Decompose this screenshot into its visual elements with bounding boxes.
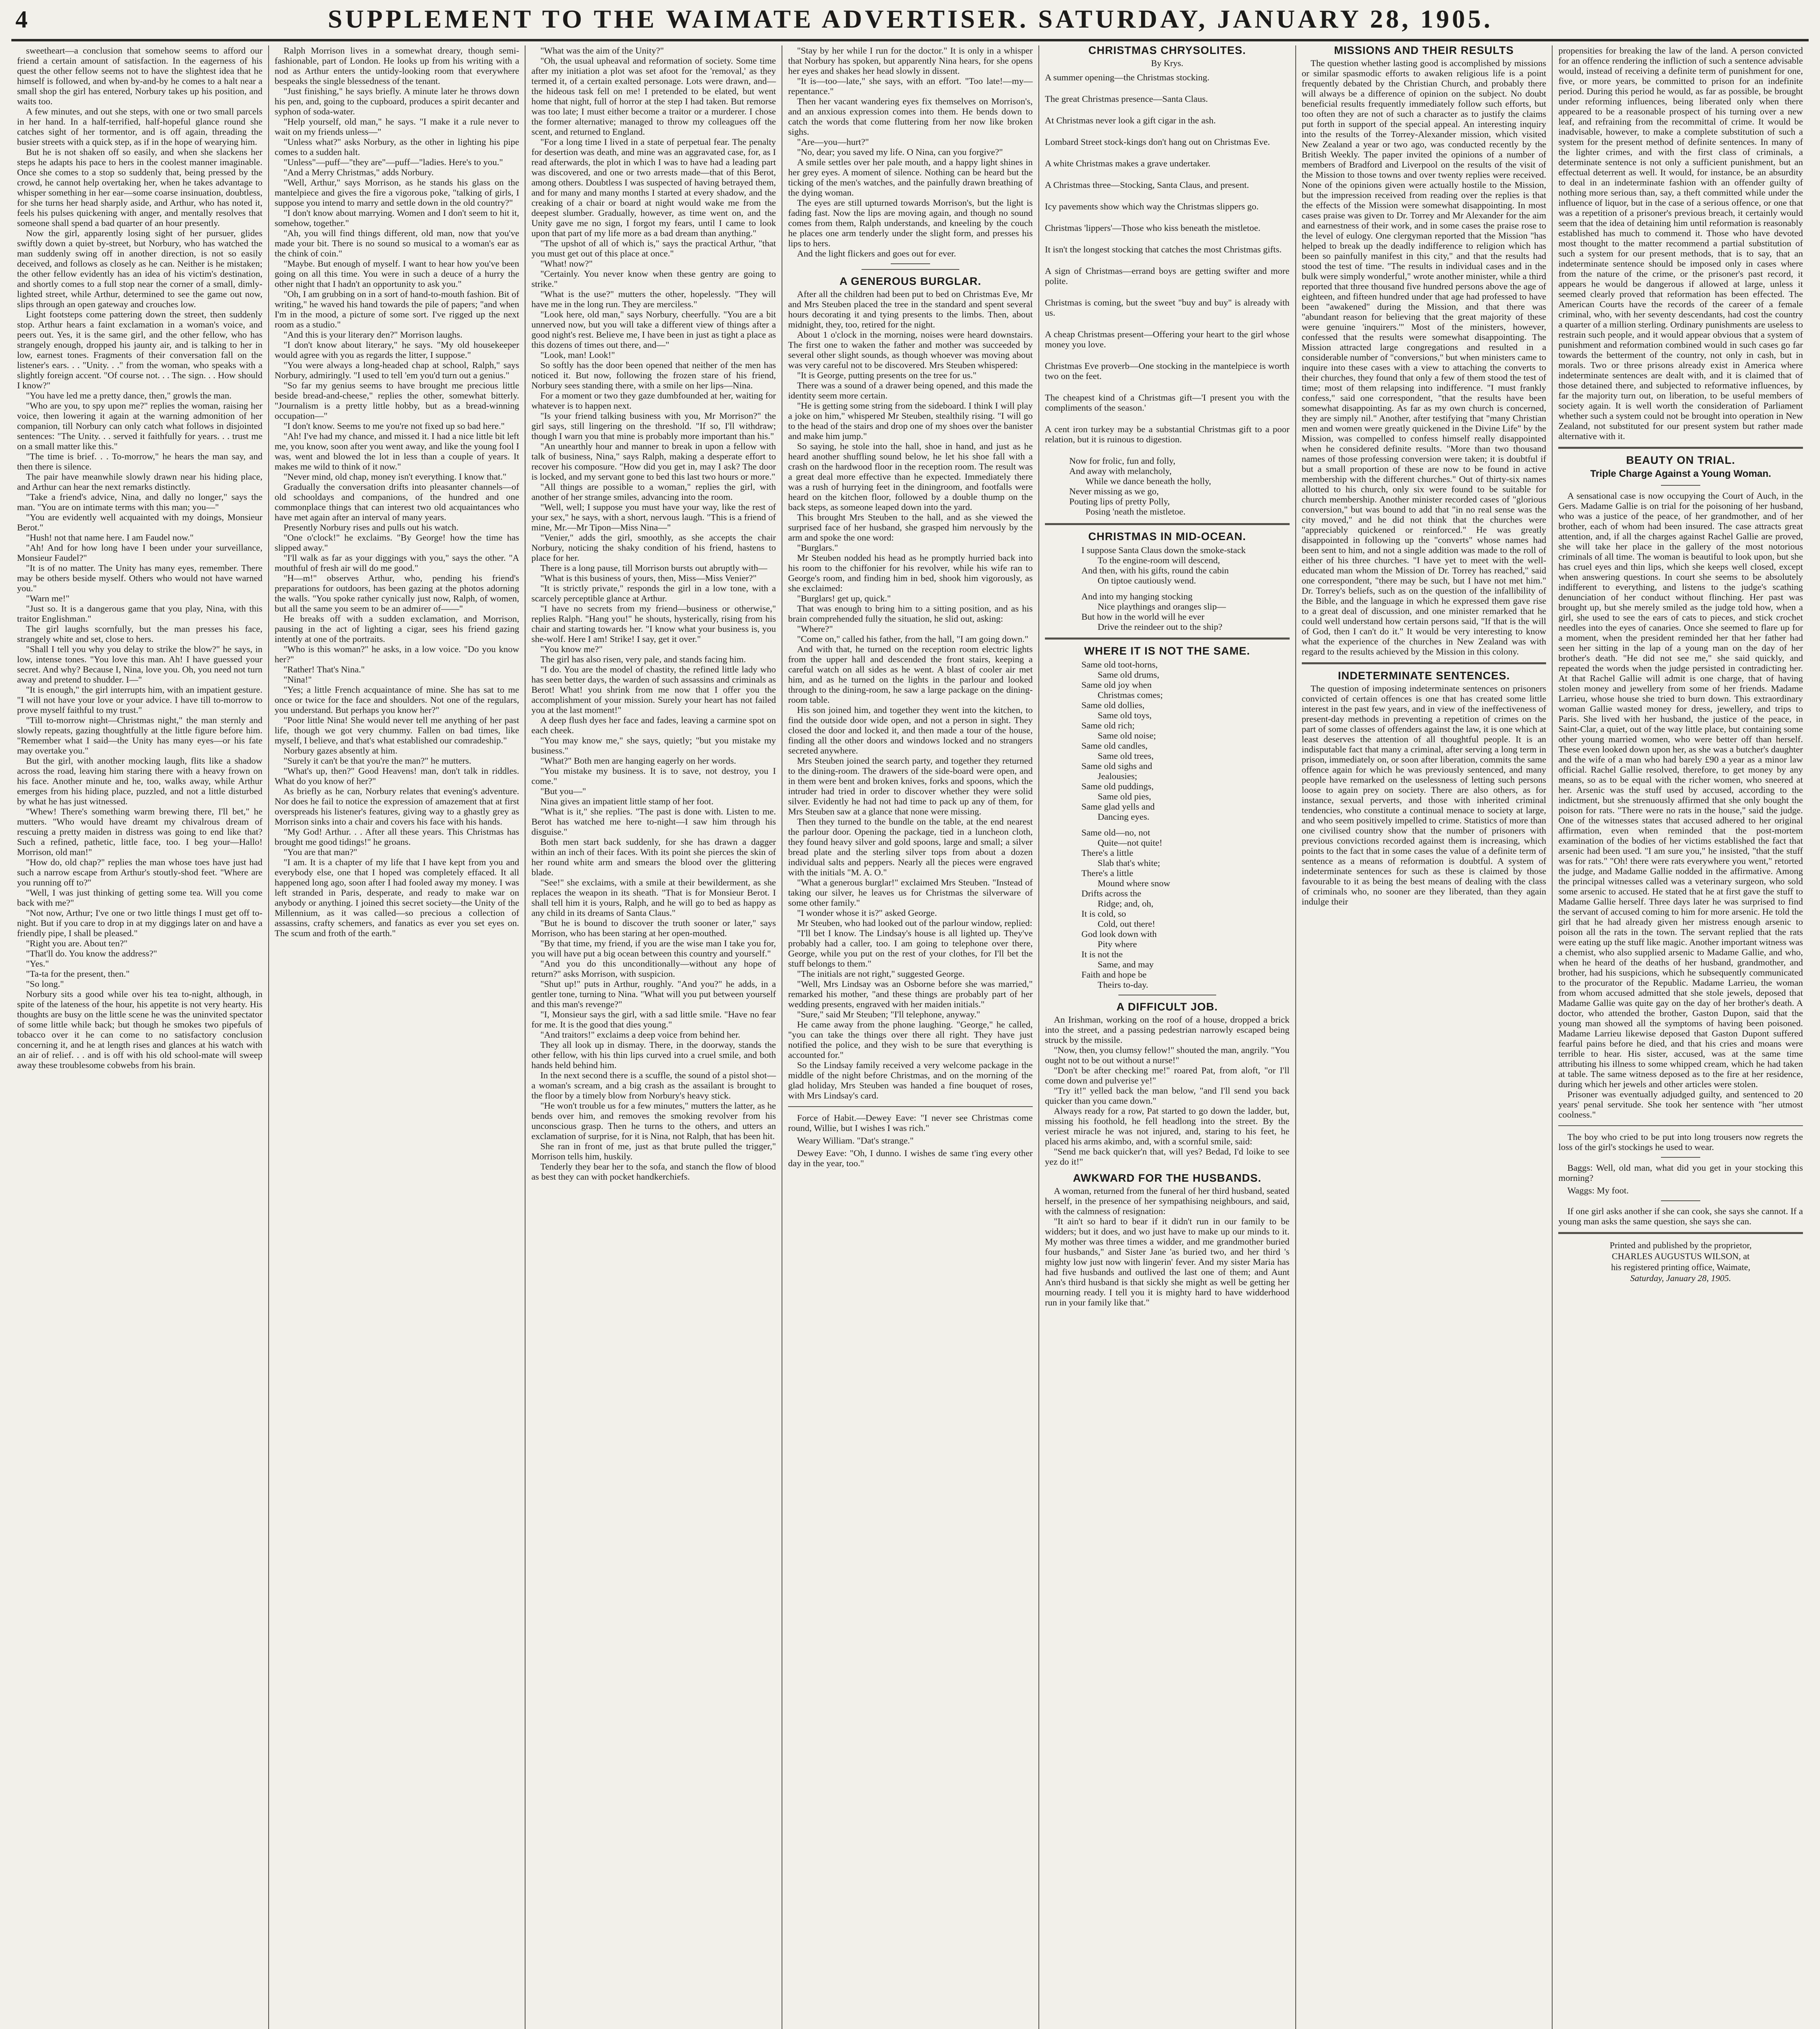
chrysolite-item: A white Christmas makes a grave undertaker. (1045, 158, 1210, 168)
chrysolites-list (1045, 72, 1290, 444)
difficult-job-body (1045, 1014, 1290, 1167)
story-paragraph: Tenderly they bear her to the sofa, and stanch the flow of blood as best they can with pocket handkerchiefs. (531, 1161, 776, 1182)
story-paragraph: Ralph Morrison lives in a somewhat dreary, though semi-fashionable, part of London. He looks up from his writing with a nod as Arthur enters the untidy-looking room that everywhere bespeaks the single blessedness of the tenant. (274, 45, 519, 86)
story-paragraph: "Yes; a little French acquaintance of mine. She has sat to me once or twice for the face and shoulders. Not one of the regulars, you understand. But perhaps you know her?" (274, 685, 519, 715)
story-paragraph: "Look, man! Look!" (540, 350, 615, 360)
poem-line: Same old toys, (1097, 710, 1152, 720)
poem-line: Theirs to-day. (1097, 980, 1148, 990)
baggs-waggs-joke (1558, 1163, 1803, 1195)
article-paragraph: The question whether lasting good is accomplished by missions or similar spasmodic efforts to awaken religious life is a point frequently debated by the Christian Church, and probably there will always be a difference of opinion on the subject. No doubt beneficial results frequently immediately follow such efforts, but too often they are not of such a character as to justify the claims put forth in support of the special appeal. An interesting inquiry into the results of the Torrey-Alexander mission, which visited New Zealand a year or two ago, was conducted recently by the British Weekly. The paper invited the opinions of a number of members of Bradford and Liverpool on the results of the visit of the Mission to those towns and over twenty replies were received. None of the opinions given were actually hostile to the Mission, but the impression received from reading over the replies is that the effects of the Mission were somewhat disappointing. In most cases praise was given to Dr. Torrey and Mr Alexander for the aim and earnestness of their work, and in some cases the praise rose to the level of eulogy. One clergyman reported that the Mission "has helped to break up the deadly indifference to religion which has been so painfully manifest in this city," and that the results had stood the test of time. "The results in individual cases and in the bulk were simply wonderful," wrote another minister, while a third reported that three thousand five hundred persons above the age of eighteen, and fifteen hundred under that age had professed to have been "awakened" during the Mission, and that there was "abundant reason for believing that the great majority of these were genuine 'inquirers.'" Most of the ministers, however, confessed that the results were somewhat disappointing. The Mission attracted large congregations and resulted in a considerable number of "conversions," but when ministers came to inquire into these cases with a view to attaching the converts to their churches, they found that only a few of them stood the test of time; most of them relapsing into indifference. "I must frankly confess," said one correspondent, "that the results have been somewhat disappointing. As far as my own church is concerned, they are simply nil." Another, after testifying that "many Christian men and women were greatly quickened in the Divine Life" by the Mission, was compelled to confess himself really disappointed when he considered definite results. "More than two thousand names of those professing conversion were taken; it is doubtful if but a small proportion of these are now to be found in active membership with the different churches." Out of thirty-six names allotted to his church, only six were found to be suitable for church membership. Another minister recorded cases of "glorious conversion," but was bound to add that "in no real sense was the city moved," and he did not think that the churches were "appreciably quickened or reinforced." He was greatly disappointed in following up the "converts" whose names had been sent to him, and not a single addition was made to the roll of either of his three churches. "I have yet to meet with the well-educated man whom the Mission of Dr. Torrey has reached," said one correspondent, "there may be such, but I have not met him." Dr. Torrey's beliefs, such as on the question of the infallibility of the Bible, and the language in which he expressed them gave rise to a great deal of discussion, and one minister remarked that he could well understand how certain persons said, "If that is the will of God, then I can't do it." It would be very interesting to know what the experience of the churches in New Zealand was with regard to the results achieved by the Mission in this colony. (1301, 58, 1546, 657)
story-paragraph: Norbury sits a good while over his tea to-night, although, in spite of the lateness of the hour, his appetite is not very hearty. His thoughts are busy on the little scene he was the uninvited spectator of some little while back; but though he smokes two pipefuls of tobacco over it he can come to no satisfactory conclusion concerning it, and he at length rises and glances at his watch with an air of relief. . . and is off with his old school-mate will sweep away these troublesome cobwebs from his brain. (17, 989, 263, 1070)
chrysolite-item: A summer opening—the Christmas stocking. (1045, 72, 1210, 82)
joke-line: Dewey Eave: "Oh, I dunno. I wishes de same t'ing every other day in the year, too." (788, 1148, 1033, 1168)
chrysolite-item: A sign of Christmas—errand boys are getting swifter and more polite. (1045, 266, 1290, 286)
poem-line: Same old trees, (1097, 751, 1154, 761)
column-3 (525, 45, 782, 2029)
story-paragraph: And the light flickers and goes out for ever. (797, 248, 956, 258)
story-paragraph: "You mistake my business. It is to save, not destroy, you I come." (531, 766, 776, 786)
story-paragraph: "Oh, I am grubbing on in a sort of hand-to-mouth fashion. Bit of writing," he waved his hand towards the pile of papers; "and when I'm in the mood, a picture of some sort. I've rigged up the next room as a studio." (274, 289, 519, 330)
chrysolite-item: A cheap Christmas present—Offering your heart to the girl whose money you love. (1045, 329, 1290, 349)
story-paragraph: "Who are you, to spy upon me?" replies the woman, raising her voice, then lowering it again at the warning admonition of her companion, till Norbury can only catch what follows in disjointed sentences: "The Unity. . . served it faithfully for years. . . trust me on a small matter like this." (17, 401, 263, 451)
article-paragraph: "It ain't so hard to bear if it didn't run in our family to be widders; but it does, and wo just have to make up our minds to it. My mother was three times a widder, and me grandmother buried four husbands," and Sister Jane 'as buried two, and her third 's mighty low just now with lingerin' fever. And my sister Maria has had five husbands and outlived the last one of them; and Aunt Ann's third husband is that sickly she might as well be getting her mourning ready. I tell you it is mighty hard to have widderhood run in your family like that." (1045, 1216, 1290, 1307)
poem-line: And into my hanging stocking (1081, 591, 1193, 601)
verse-line: Now for frolic, fun and folly, (1069, 456, 1176, 466)
poem-line: There's a little (1081, 848, 1133, 858)
story-paragraph: "Ah! I've had my chance, and missed it. I had a nice little bit left me, you know, soon after you went away, and like the young fool I was, went and blowed the lot in less than a couple of years. It makes me wild to think of it now." (274, 431, 519, 472)
story-paragraph: "Rather! That's Nina." (283, 664, 365, 674)
story-paragraph: "I don't know about literary," he says. "My old housekeeper would agree with you as regards the litter, I suppose." (274, 340, 519, 360)
story-paragraph: A smile settles over her pale mouth, and a happy light shines in her grey eyes. A moment of silence. Nothing can be heard but the ticking of the men's watches, and the painfully drawn breathing of the dying woman. (788, 157, 1033, 198)
divider (1558, 447, 1803, 449)
force-of-habit-joke (788, 1113, 1033, 1168)
story-paragraph: "Just finishing," he says briefly. A minute later he throws down his pen, and, going to the cupboard, produces a spirit decanter and syphon of soda-water. (274, 86, 519, 116)
mid-ocean-poem (1045, 545, 1290, 632)
story-paragraph: "Oh, the usual upheaval and reformation of society. Some time after my initiation a plot was set afoot for the 'removal,' as they termed it, of a certain exalted personage. Lots were drawn, and—the hideous task fell on me! I pretended to be elated, but went home that night, full of horror at the step I had taken. But remorse was too late; I must either become a traitor or a murderer. I chose the former alternative; managed to throw my colleagues off the scent, and returned to England. (531, 56, 776, 137)
story-paragraph: "It is of no matter. The Unity has many eyes, remember. There may be others beside myself. Others who would not have warned you." (17, 563, 263, 593)
divider (1045, 638, 1290, 640)
story-paragraph: Light footsteps come pattering down the street, then suddenly stop. Arthur hears a faint exclamation in a woman's voice, and peers out. Yes, it is the same girl, and the other fellow, who has strangely enough, dropped his jaunty air, and is talking to her in low, earnest tones. Fragments of their conversation fall on the listener's ears. . . "Unity. . ." from the woman, who speaks with a slightly foreign accent. "Of course not. . . The sign. . . How should I know?" (17, 309, 263, 390)
chrysolite-item: A cent iron turkey may be a substantial Christmas gift to a poor relation, but it is ruinous to digestion. (1045, 424, 1290, 444)
story-paragraph: "Just so. It is a dangerous game that you play, Nina, with this traitor Englishman." (17, 603, 263, 624)
one-girl-note (1558, 1206, 1803, 1226)
divider (1558, 1232, 1803, 1234)
poem-line: There's a little (1081, 868, 1133, 878)
article-paragraph: Mr Steuben nodded his head as he promptly hurried back into his room to the chiffonier for his revolver, while his wife ran to George's room, and finding him in bed, shook him vigorously, as she exclaimed: (788, 553, 1033, 593)
story-paragraph: "It is enough," the girl interrupts him, with an impatient gesture. "I will not have your love or your advice. I have till to-morrow to prove myself faithful to my trust." (17, 685, 263, 715)
story-paragraph: "I don't know about marrying. Women and I don't seem to hit it, somehow, together." (274, 208, 519, 228)
poem-line: Dancing eyes. (1097, 812, 1150, 822)
column-layout (11, 45, 1809, 2029)
story-paragraph: Both men start back suddenly, for she has drawn a dagger within an inch of their faces. With its point she pierces the skin of her round white arm and smears the blood over the glittering blade. (531, 837, 776, 877)
story-paragraph: "Yes." (26, 958, 49, 969)
story-paragraph: "I do. You are the model of chastity, the refined little lady who has seen better days, the warden of such assassins and criminals as Berot! What! you shrink from me now that I offer you the accomplishment of your mission. Surely your heart has not failed you at the last moment!" (531, 664, 776, 715)
story-paragraph: "That'll do. You know the address?" (26, 948, 157, 958)
story-paragraph: "Warn me!" (26, 593, 70, 603)
story-paragraph: "You are that man?" (283, 847, 358, 857)
poem-line: Cold, out there! (1097, 919, 1155, 929)
poem-line: Quite—not quite! (1097, 838, 1163, 848)
story-paragraph: "Right you are. About ten?" (26, 938, 128, 948)
poem-line: Same old—no, not (1081, 827, 1150, 838)
story-paragraph: Then her vacant wandering eyes fix themselves on Morrison's, and an anxious expression comes into them. He bends down to catch the words that come fluttering from her now like broken sighs. (788, 96, 1033, 137)
mistletoe-verse (1045, 456, 1290, 517)
story-paragraph: The eyes are still upturned towards Morrison's, but the light is fading fast. Now the lips are moving again, and though no sound comes from them, Ralph understands, and kneeling by the couch he places one arm tenderly under the slight form, and presses his lips to hers. (788, 198, 1033, 248)
story-paragraph: "What?" Both men are hanging eagerly on her words. (540, 756, 737, 766)
story-paragraph: "Surely it can't be that you're the man?" he mutters. (283, 756, 472, 766)
story-paragraph: "Venier," adds the girl, smoothly, as she accepts the chair Norbury, noticing the shaky condition of his friend, hastens to place for her. (531, 532, 776, 563)
poem-line: Drifts across the (1081, 888, 1142, 898)
column-1 (11, 45, 268, 2029)
divider (1302, 662, 1546, 664)
chrysolite-item: A Christmas three—Stocking, Santa Claus, and present. (1045, 180, 1249, 190)
article-paragraph: Mrs Steuben joined the search party, and together they returned to the dining-room. The drawers of the side-board were open, and in them were bent and broken knives, forks and spoons, which the intruder had tried in order to discover whether they were solid silver. Evidently he had not had time to pack up any of them, for Mrs Steuben saw at a glance that none were missing. (788, 756, 1033, 816)
story-paragraph: In the next second there is a scuffle, the sound of a pistol shot—a woman's scream, and a big crash as the assailant is brought to the floor by a timely blow from Norbury's heavy stick. (531, 1070, 776, 1101)
article-paragraph: About 1 o'clock in the morning, noises were heard downstairs. The first one to waken the father and mother was succeeded by several other slight sounds, as though whoever was moving about was very careful not to be discovered. Mrs Steuben whispered: (788, 330, 1033, 370)
story-paragraph: "The time is brief. . . To-morrow," he hears the man say, and then there is silence. (17, 451, 263, 472)
story-paragraph: Now the girl, apparently losing sight of her pursuer, glides swiftly down a quiet by-street, but Norbury, who has watched the man suddenly swing off in another direction, is not so easily deceived, and follows as closely as he can. Neither is he mistaken; the other fellow evidently has an idea of his victim's destination, and shortly comes to a full stop near the corner of a small, dimly-lighted street, while Arthur, determined to see the game out now, slips through an open gateway and crouches low. (17, 228, 263, 309)
story-paragraph: He breaks off with a sudden exclamation, and Morrison, pausing in the act of lighting a cigar, sees his friend gazing intently at one of the portraits. (274, 614, 519, 644)
mid-ocean-heading: CHRISTMAS IN MID-OCEAN. (1088, 530, 1246, 543)
story-paragraph: "An unearthly hour and manner to break in upon a fellow with talk of business, Nina," says Ralph, making a desperate effort to recover his composure. "How did you get in, may I ask? The door is locked, and my servant gone to bed this last two hours or more." (531, 441, 776, 482)
article-paragraph: "It is George, putting presents on the tree for us." (797, 370, 977, 380)
generous-burglar-body (788, 289, 1033, 1101)
chrysolite-item: Christmas is coming, but the sweet "buy and buy" is already with us. (1045, 297, 1290, 318)
poem-line: Ridge; and, oh, (1097, 898, 1154, 909)
story-paragraph: "He won't trouble us for a few minutes," mutters the latter, as he bends over him, and removes the smoking revolver from his unconscious grasp. Then he turns to the others, and utters an exclamation of surprise, for it is Nina, not Ralph, that has been hit. (531, 1101, 776, 1141)
poem-line: I suppose Santa Claus down the smoke-stack (1081, 545, 1246, 555)
article-paragraph: So saying, he stole into the hall, shoe in hand, and just as he heard another shuffling sound below, he let his shoe fall with a crash on the hardwood floor in the reception room. The result was a great deal more effective than he expected. Immediately there was a rush of hurrying feet in the diningroom, and footfalls were heard on the kitchen floor, followed by a double thump on the back steps, as someone leaped down into the yard. (788, 441, 1033, 512)
story-paragraph: She ran in front of me, just as that brute pulled the trigger," Morrison tells him, huskily. (531, 1141, 776, 1161)
poem-line: But how in the world will he ever (1081, 612, 1204, 622)
article-paragraph: "What a generous burglar!" exclaimed Mrs Steuben. "Instead of taking our silver, he leaves us for Christmas the silverware of some other family." (788, 877, 1033, 908)
chrysolite-item: At Christmas never look a gift cigar in the ash. (1045, 115, 1216, 125)
story-paragraph: "Well, Arthur," says Morrison, as he stands his glass on the mantelpiece and gives the fire a vigorous poke, "talking of girls, I suppose you intend to marry and settle down in the old country?" (274, 177, 519, 208)
article-paragraph: "Send me back quicker'n that, will yes? Bedad, I'd loike to see yez do it!" (1045, 1146, 1290, 1167)
story-paragraph: "What's up, then?" Good Heavens! man, don't talk in riddles. What do you know of her?" (274, 766, 519, 786)
story-paragraph: "You may know me," she says, quietly; "but you mistake my business." (531, 735, 776, 756)
story-paragraph: "Unless"—puff—"they are"—puff—"ladies. Here's to you." (283, 157, 503, 167)
article-paragraph: Prisoner was eventually adjudged guilty, and sentenced to 20 years' penal servitude. She took her sentence with "her utmost coolness." (1558, 1089, 1803, 1120)
story-paragraph: "The upshot of all of which is," says the practical Arthur, "that you must get out of this place at once." (531, 238, 776, 258)
poem-line: Mound where snow (1097, 878, 1170, 888)
story-paragraph: "But he is bound to discover the truth sooner or later," says Morrison, who has been staring at her open-mouthed. (531, 918, 776, 938)
indeterminate-body (1302, 683, 1546, 907)
story-paragraph: "What is the use?" mutters the other, hopelessly. "They will have me in the long run. They are merciless." (531, 289, 776, 309)
story-paragraph: "See!" she exclaims, with a smile at their bewilderment, as she replaces the weapon in its sheath. "That is for Monsieur Berot. I shall tell him it is yours, Ralph, and he will go to bed as happy as any child in its dreams of Santa Claus." (531, 877, 776, 918)
story-paragraph: "And you do this unconditionally—without any hope of return?" asks Morrison, with suspicion. (531, 958, 776, 979)
story-paragraph: For a moment or two they gaze dumbfounded at her, waiting for whatever is to happen next. (531, 390, 776, 411)
poem-line: Same old toot-horns, (1081, 659, 1158, 670)
story-paragraph: "One o'clock!" he exclaims. "By George! how the time has slipped away." (274, 532, 519, 553)
poem-line: Drive the reindeer out to the ship? (1097, 622, 1223, 632)
article-paragraph: "Burglars." (797, 543, 838, 553)
poem-line: To the engine-room will descend, (1097, 555, 1220, 565)
story-paragraph: "For a long time I lived in a state of perpetual fear. The penalty for desertion was death, and mine was an aggravated case, for, as I read afterwards, the plot in which I was to have had a leading part was discovered, and one or two arrests made—that of this Berot, among others. Doubtless I was suspected of having betrayed them, and for many and many months I started at every shadow, and the creaking of a chair or board at night would wake me from the deepest slumber. Gradually, however, as time went on, and the Unity gave me no sign, I forgot my fears, until I came to look upon that part of my life more as a bad dream than anything." (531, 137, 776, 238)
poem-line: Jealousies; (1097, 771, 1137, 781)
story-paragraph: "You are evidently well acquainted with my doings, Monsieur Berot." (17, 512, 263, 532)
story-paragraph: The girl has also risen, very pale, and stands facing him. (540, 654, 746, 664)
article-paragraph: "Now, then, you clumsy fellow!" shouted the man, angrily. "You ought not to be out without a nurse!" (1045, 1045, 1290, 1065)
divider (862, 269, 959, 270)
story-paragraph: "Well, I was just thinking of getting some tea. Will you come back with me?" (17, 887, 263, 908)
story-paragraph: The pair have meanwhile slowly drawn near his hiding place, and Arthur can hear the next remarks distinctly. (17, 472, 263, 492)
article-paragraph: A sensational case is now occupying the Court of Auch, in the Gers. Madame Gallie is on trial for the poisoning of her husband, who was a justice of the peace, of her grandmother, and of her brother, each of whom had been insured. The case attracts great attention, and, if all the charges against Rachel Gallie are proved, she will take her place in the gallery of the most notorious criminals of all time. The woman is beautiful to look upon, but she has cruel eyes and thin lips, which she keeps well closed, except when answering questions. In court she seems to be absolutely indifferent to everything, and listens to the judge's scathing denunciation of her conduct without flinching. Her past was brought up, but she merely smiled as the judge told how, when a girl, she used to see the ears of cats to pieces, and stick crochet needles into the eyes of canaries. Once she seemed to flare up for a moment, when the president reminded her that her father had seen her sitting in the lap of a young man on the day of her brother's death. "He did not see me," she said quickly, and repeated the words when the judge persisted in contradicting her. At that Rachel Gallie will admit is one charge, that of having stolen money and jewellery from some of her friends. Madame Larrieu, whose house she tried to burn down. This extraordinary woman Gallie wasted money for dress, jewellery, and trips to Paris. She lived with her husband, the justice of the peace, in Saint-Clar, a quiet, out of the way little place, but containing some other young married women, who were better off than herself. These even looked down upon her, as she was a butcher's daughter and the wife of a man who had barely £90 a year as a minor law official. Rachel Gallie resolved, therefore, to get money by any means, so as to be equal with the richer women, who sneered at her. Arsenic was the stuff used by accused, according to the indictment, but she strenuously affirmed that she only bought the poison for rats. "There were no rats in the house," said the judge. One of the witnesses states that accused adhered to her original affirmation, even when reminded that the post-mortem examination of the bodies of her victims established the fact that arsenic had been used. "I am sure you," he insisted, "that the stuff was for rats." "Oh! there were rats everywhere you went," retorted the judge, and Madame Gallie nodded in the affirmative. Among the principal witnesses called was a veterinary surgeon, who sold some arsenic to accused. He stated that he at first gave the stuff to Madame Gallie herself. Three days later he was surprised to find the servant of accused coming to him for more arsenic. He told the girl that he had already given her mistress enough arsenic to poison all the rats in the town. The servant replied that the rats were eating up the stuff like magic. Another important witness was a chemist, who also supplied arsenic to Madame Gallie, and who, when he heard of the deaths of her husband, grandmother, and brother, had his suspicions, which he subsequently communicated to the procurator of the Republic. Madame Larrieu, the woman from whom accused admitted that she stole jewels, deposed that Madame Gallie was quite gay on the day of her brother's death. A doctor, who attended the brother, Gaston Dupon, said that the young man showed all the symptoms of having been poisoned. Madame Larrieu likewise deposed that Gaston Dupont suffered fearful pains before he died, and that his cries and moans were terrible to hear. His sister, accused, was at the same time attributing his illness to some whipped cream, which he had taken at table. The same witness deposed as to the fire at her residence, during which her jewels and other articles were stolen. (1558, 491, 1803, 1089)
story-paragraph: "What was the aim of the Unity?" (540, 45, 664, 56)
story-paragraph: "My God! Arthur. . . After all these years. This Christmas has brought me good tidings!" he groans. (274, 827, 519, 847)
article-paragraph: And with that, he turned on the reception room electric lights from the upper hall and descended the front stairs, keeping a careful watch on all sides as he went. A blast of cooler air met him, and as he turned on the lights in the parlour and looked through to the dining-room, he saw a large package on the dining-room table. (788, 644, 1033, 705)
poem-line: Same old puddings, (1081, 781, 1154, 791)
chrysolite-item: Christmas Eve proverb—One stocking in the mantelpiece is worth two on the feet. (1045, 361, 1290, 381)
poem-line: Slab that's white; (1097, 858, 1160, 868)
joke-line: Weary William. "Dat's strange." (797, 1135, 914, 1146)
not-the-same-poem (1045, 659, 1290, 990)
story-paragraph: "Look here, old man," says Norbury, cheerfully. "You are a bit unnerved now, but you will take a different view of things after a good night's rest. Believe me, I have been in just as tight a place as this dozens of times out there, and—" (531, 309, 776, 350)
poem-line: It is not the (1081, 949, 1123, 959)
column-7 (1552, 45, 1809, 2029)
story-paragraph: "I don't know. Seems to me you're not fixed up so bad here." (283, 421, 505, 431)
poem-line: Same old dollies, (1081, 700, 1145, 710)
story-paragraph: "And a Merry Christmas," adds Norbury. (283, 167, 434, 177)
article-paragraph: After all the children had been put to bed on Christmas Eve, Mr and Mrs Steuben placed the tree in the standard and spent several hours decorating it and tying presents to the limbs. Then, about midnight, they, too, retired for the night. (788, 289, 1033, 330)
story-paragraph: "What! now?" (540, 258, 593, 269)
generous-burglar-heading: A GENEROUS BURGLAR. (839, 275, 982, 287)
chrysolite-item: The great Christmas presence—Santa Claus. (1045, 94, 1208, 104)
beauty-on-trial-subheading: Triple Charge Against a Young Woman. (1590, 468, 1771, 479)
story-paragraph: Gradually the conversation drifts into pleasanter channels—of old schooldays and companions, of the hundred and one commonplace things that can interest two old acquaintances who have met again after an interval of many years. (274, 482, 519, 522)
beauty-on-trial-body (1558, 491, 1803, 1120)
divider (1661, 1200, 1700, 1201)
verse-line: And away with melancholy, (1069, 466, 1172, 476)
article-paragraph: Always ready for a row, Pat started to go down the ladder, but, missing his foothold, he fell headlong into the street. By the veriest miracle he was not injured, and, staring to his feet, he placed his arms akimbo, and, with a scornful smile, said: (1045, 1106, 1290, 1146)
joke-line: Force of Habit.—Dewey Eave: "I never see Christmas come round, Willie, but I wishes I was rich." (788, 1113, 1033, 1133)
article-paragraph: "I wonder whose it is?" asked George. (797, 908, 937, 918)
awkward-husbands-heading: AWKWARD FOR THE HUSBANDS. (1073, 1172, 1262, 1184)
story-paragraph: "Certainly. You never know when these gentry are going to strike." (531, 269, 776, 289)
article-paragraph: There was a sound of a drawer being opened, and this made the identity seem more certain. (788, 380, 1033, 401)
article-paragraph: "Try it!" yelled back the man below, "and I'll send you back quicker than you came down." (1045, 1086, 1290, 1106)
story-paragraph: "Maybe. But enough of myself. I want to hear how you've been going on all this time. You were in such a deuce of a hurry the other night that I hadn't an opportunity to ask you." (274, 258, 519, 289)
poem-line: Faith and hope be (1081, 969, 1147, 980)
story-paragraph: "How do, old chap?" replies the man whose toes have just had such a narrow escape from Arthur's stoutly-shod feet. "Where are you running off to?" (17, 857, 263, 887)
article-paragraph-continued: propensities for breaking the law of the land. A person convicted for an offence rendering the infliction of such a sentence advisable would, instead of receiving a definite term of punishment for one, five, or more years, be committed to prison for an indefinite period. During this period he would, as far as possible, be brought under reforming influences, being liberated only when there appeared to be a reasonable prospect of his turning over a new leaf, and refraining from the recommittal of crime. It would be inadvisable, however, to make a complete substitution of such a system for the present method of definite sentences. In many of the lighter crimes, and with the first class of criminals, a determinate sentence is not only a sufficient punishment, but an effectual deterrent as well. It would, for instance, be an absurdity to deal in an indeterminate fashion with an offender guilty of nothing more serious than, say, a theft committed while under the influence of liquor, but in the case of a serious offence, or one that was a repetition of a prisoner's previous breach, it certainly would seem that the idea of detaining him until reformation is reasonably established has much to commend it. Those who have devoted most thought to the matter recommend a partial substitution of such a system for our present methods, that is to say, that an indeterminate sentence should be imposed only in cases where from the nature of the crime, or the prisoner's past record, it appears he would be dangerous if allowed at large, unless it seemed clearly proved that reformation has been effected. The American Courts have the records of the career of a female criminal, who, with her seventy descendants, had cost the country a quarter of a million sterling. Ordinary punishments are useless to restrain such people, and it would appear obvious that a system of punishment and reformation combined would in such cases go far towards the betterment of the country, not only in cash, but in morals. Two or three prisons already exist in America where indeterminate sentences are dealt with, and it is claimed that of those detained there, and subjected to reformative influences, by far the majority turn out, on liberation, to be useful members of society again. It is well worth the consideration of Parliament whether such a system could not be brought into operation in New Zealand, not substituted for our present system but rather made alternative with it. (1558, 45, 1803, 441)
story-paragraph: "And this is your literary den?" Morrison laughs. (283, 330, 463, 340)
story-paragraph: "All things are possible to a woman," replies the girl, with another of her strange smiles, advancing into the room. (531, 482, 776, 502)
story-paragraph: "Unless what?" asks Norbury, as the other in lighting his pipe comes to a sudden halt. (274, 137, 519, 157)
poem-line: Christmas comes; (1097, 690, 1163, 700)
serial-story (17, 45, 263, 1070)
story-paragraph: "And traitors!" exclaims a deep voice from behind her. (540, 1030, 741, 1040)
serial-story-continued (531, 45, 776, 1182)
story-paragraph: "Is your friend talking business with you, Mr Morrison?" the girl says, still lingering on the threshold. "If so, I'll withdraw; though I warn you that mine is probably more important than his." (531, 411, 776, 441)
poem-line: And then, with his gifts, round the cabin (1081, 565, 1229, 575)
poem-line: Same glad yells and (1081, 801, 1155, 812)
story-paragraph: "Shall I tell you why you delay to strike the blow?" he says, in low, intense tones. "You love this man. Ah! I have guessed your secret. And why? Because I, Nina, love you. Oh, you need not turn away and pretend to shudder. I—" (17, 644, 263, 685)
story-paragraph: "Not now, Arthur; I've one or two little things I must get off to-night. But if you care to drop in at my diggings later on and have a friendly pipe, I shall be pleased." (17, 908, 263, 938)
imprint-publisher: CHARLES AUGUSTUS WILSON, at (1611, 1251, 1750, 1261)
serial-story-ending (788, 45, 1033, 258)
trousers-note (1558, 1132, 1803, 1152)
verse-line: Posing 'neath the mistletoe. (1085, 506, 1186, 517)
poem-line: On tiptoe cautiously wend. (1097, 575, 1196, 586)
masthead (11, 4, 1809, 41)
poem-line: Same old drums, (1097, 670, 1159, 680)
article-paragraph: The boy who cried to be put into long trousers now regrets the loss of the girl's stockings he used to wear. (1558, 1132, 1803, 1152)
imprint-line: his registered printing office, Waimate, (1611, 1262, 1751, 1272)
joke-line: Waggs: My foot. (1567, 1185, 1629, 1195)
poem-line: Same old sighs and (1081, 761, 1152, 771)
story-paragraph: But the girl, with another mocking laugh, flits like a shadow across the road, leaving him staring there with a heavy frown on his face. Another minute and he, too, walks away, while Arthur emerges from his hiding place, puzzled, and not a little disturbed by what he has just witnessed. (17, 756, 263, 806)
poem-line: Same, and may (1097, 959, 1154, 969)
story-paragraph: "You were always a long-headed chap at school, Ralph," says Norbury, admiringly. "I used to tell 'em you'd turn out a genius." (274, 360, 519, 380)
poem-line: Same old joy when (1081, 680, 1152, 690)
story-paragraph: "Ah, you will find things different, old man, now that you've made your bit. There is no sound so musical to a woman's ear as the chink of coin." (274, 228, 519, 258)
story-paragraph: "It is—too—late," she says, with an effort. "Too late!—my—repentance." (788, 76, 1033, 96)
column-2 (268, 45, 525, 2029)
article-paragraph: "He is getting some string from the sideboard. I think I will play a joke on him," whispered Mr Steuben, stealthily rising. "I will go to the head of the stairs and drop one of my shoes over the banister and make him jump." (788, 401, 1033, 441)
story-paragraph: "It is strictly private," responds the girl in a low tone, with a scarcely perceptible glance at Arthur. (531, 583, 776, 603)
article-paragraph: If one girl asks another if she can cook, she says she cannot. If a young man asks the same question, she says she can. (1558, 1206, 1803, 1226)
story-paragraph: So softly has the door been opened that neither of the men has noticed it. But now, following the frozen stare of his friend, Norbury sees standing there, with a smile on her lips—Nina. (531, 360, 776, 390)
divider (891, 263, 930, 264)
divider (1558, 1125, 1803, 1126)
page-number: 4 (15, 6, 28, 33)
divider (1045, 523, 1290, 525)
article-paragraph: He came away from the phone laughing. "George," he called, "you can take the things over there all right. They have just notified the police, and they wish to be sure that everything is accounted for." (788, 1019, 1033, 1060)
story-paragraph: Nina gives an impatient little stamp of her foot. (540, 796, 714, 806)
story-paragraph: "Help yourself, old man," he says. "I make it a rule never to wait on my friends unless—" (274, 116, 519, 137)
story-paragraph: "By that time, my friend, if you are the wise man I take you for, you will have put a big ocean between this country and yourself." (531, 938, 776, 958)
story-paragraph: "But you—" (540, 786, 586, 796)
story-paragraph: The girl laughs scornfully, but the man presses his face, strangely white and set, close to hers. (17, 624, 263, 644)
column-6 (1295, 45, 1552, 2029)
story-paragraph: As briefly as he can, Norbury relates that evening's adventure. Nor does he fail to notice the expression of amazement that at first overspreads his listener's features, giving way to a ghastly grey as Morrison sinks into a chair and covers his face with his hands. (274, 786, 519, 827)
imprint-date: Saturday, January 28, 1905. (1630, 1273, 1731, 1283)
article-paragraph: "Burglars! get up, quick." (797, 593, 891, 603)
imprint-line: Printed and published by the proprietor, (1609, 1240, 1752, 1250)
story-paragraph: "You have led me a pretty dance, then," growls the man. (26, 390, 232, 401)
story-paragraph: sweetheart—a conclusion that somehow seems to afford our friend a certain amount of satisfaction. In the eagerness of his quest the other fellow seems not to have the slightest idea that he himself is followed, and when by-and-by he comes to a halt near a small shop the girl has entered, Norbury takes up his position, and waits too. (17, 45, 263, 106)
divider (788, 1106, 1033, 1107)
divider (1661, 1157, 1700, 1158)
beauty-on-trial-heading: BEAUTY ON TRIAL. (1626, 454, 1736, 466)
masthead-title: SUPPLEMENT TO THE WAIMATE ADVERTISER. SATURDAY, JANUARY 28, 1905. (327, 4, 1493, 33)
joke-line: Baggs: Well, old man, what did you get in your stocking this morning? (1558, 1163, 1803, 1183)
article-paragraph: "Well, Mrs Lindsay was an Osborne before she was married," remarked his mother, "and these things are probably part of her wedding presents, engraved with her maiden initials." (788, 979, 1033, 1009)
article-paragraph: "Come on," called his father, from the hall, "I am going down." (797, 634, 1029, 644)
story-paragraph: "What is this business of yours, then, Miss—Miss Venier?" (540, 573, 757, 583)
poem-line: God look down with (1081, 929, 1157, 939)
article-paragraph: His son joined him, and together they went into the kitchen, to find the outside door wide open, and not a person in sight. They closed the door and locked it, and then made a tour of the house, finding all the other doors and windows locked and no strangers secreted anywhere. (788, 705, 1033, 756)
story-paragraph: "I am. It is a chapter of my life that I have kept from you and everybody else, one that I hoped was completely effaced. It all happened long ago, soon after I had fooled away my money. I was left stranded in Paris, desperate, and ready to make war on anybody or anything. I joined this secret society—the Unity of the Millennium, as it was called—so precious a collection of assassins, crafty schemers, and fanatics as ever you set eyes on. The scum and froth of the earth." (274, 857, 519, 938)
serial-story-continued (275, 45, 519, 938)
story-paragraph: They all look up in dismay. There, in the doorway, stands the other fellow, with his thin lips curved into a cruel smile, and both hands held behind him. (531, 1040, 776, 1070)
chrysolite-item: The cheapest kind of a Christmas gift—'I present you with the compliments of the season.' (1045, 392, 1290, 413)
story-paragraph: "Are—you—hurt?" (797, 137, 869, 147)
chrysolite-item: Christmas 'lippers'—Those who kiss beneath the mistletoe. (1045, 223, 1261, 233)
article-paragraph: The question of imposing indeterminate sentences on prisoners convicted of certain offences is one that has created some little interest in the past few years, and in view of the ineffectiveness of present-day methods in preventing a repetition of crimes on the part of some classes of offenders against the law, it is one which at least deserves the attention of all thoughtful people. It is an indisputable fact that many a criminal, after serving a long term in prison, immediately on, or soon after liberation, commits the same offence again for which he was previously sentenced, and many people have remarked on the uselessness of letting such persons loose to again prey on society. There are also others, as for instance, sexual perverts, and those with inherited criminal tendencies, who constitute a continual menace to society at large, and who seem positively impelled to crime. Statistics of more than one civilised country show that the number of prisoners with previous convictions recorded against them is increasing, which points to the fact that in some cases the value of a definite term of sentence as a means of reformation is doubtful. A system of indeterminate sentences for such as these is claimed by those favourable to it as being the best means of dealing with the class of criminals who, no sooner are they liberated, than they again indulge their (1301, 683, 1546, 907)
poem-line: Same old candles, (1081, 741, 1148, 751)
story-paragraph: "Well, well; I suppose you must have your way, like the rest of your sex," he says, with a short, nervous laugh. "This is a friend of mine, Mr.—Mr Tipon—Miss Nina—" (531, 502, 776, 532)
article-paragraph: "Sure," said Mr Steuben; "I'll telephone, anyway." (797, 1009, 980, 1019)
story-paragraph: Presently Norbury rises and pulls out his watch. (283, 522, 459, 532)
story-paragraph: A deep flush dyes her face and fades, leaving a carmine spot on each cheek. (531, 715, 776, 735)
story-paragraph: "Shut up!" puts in Arthur, roughly. "And you?" he adds, in a gentler tone, turning to Nina. "What will you put between yourself and this man's revenge?" (531, 979, 776, 1009)
poem-line: Nice playthings and oranges slip— (1097, 601, 1226, 612)
story-paragraph: "No, dear; you saved my life. O Nina, can you forgive?" (797, 147, 1003, 157)
article-paragraph: "The initials are not right," suggested George. (797, 969, 965, 979)
story-paragraph: "I'll walk as far as your diggings with you," says the other. "A mouthful of fresh air will do me good." (274, 553, 519, 573)
story-paragraph: "Hush! not that name here. I am Faudel now." (26, 532, 194, 543)
poem-line: Same old pies, (1097, 791, 1151, 801)
article-paragraph: "I'll bet I know. The Lindsay's house is all lighted up. They've probably had a caller, too. I am going to telephone over there, George, while you put on the rest of your clothes, for I'll bet the stuff belongs to them." (788, 928, 1033, 969)
story-paragraph: "I have no secrets from my friend—business or otherwise," replies Ralph. "Hang you!" he shouts, hysterically, rising from his chair and starting towards her. "I know what your business is, you she-wolf. Here I am! Strike! I say, get it over." (531, 603, 776, 644)
story-paragraph: A few minutes, and out she steps, with one or two small parcels in her hand. In a half-terrified, half-hopeful glance round she catches sight of her tormentor, and is off again, threading the busier streets with a quick step, as if in the hope of wearying him. (17, 106, 263, 147)
story-paragraph: "So far my genius seems to have brought me precious little beside bread-and-cheese," replies the other, somewhat bitterly. "Journalism is a pretty little hobby, but as a bread-winning occupation—" (274, 380, 519, 421)
story-paragraph: "I, Monsieur says the girl, with a sad little smile. "Have no fear for me. It is the good that dies young." (531, 1009, 776, 1030)
column-5 (1038, 45, 1295, 2029)
article-paragraph: An Irishman, working on the roof of a house, dropped a brick into the street, and a passing pedestrian narrowly escaped being struck by the missile. (1045, 1014, 1290, 1045)
article-paragraph: That was enough to bring him to a sitting position, and as his brain comprehended fully the situation, he slid out, asking: (788, 603, 1033, 624)
story-paragraph: "H—m!" observes Arthur, who, pending his friend's preparations for outdoors, has been gazing at the photos adorning the walls. "You spoke rather cynically just now, Ralph, of women, but all the same you seem to be an admirer of——" (274, 573, 519, 614)
imprint (1558, 1240, 1803, 1284)
awkward-husbands-body (1045, 1186, 1290, 1307)
poem-line: Same old noise; (1097, 730, 1156, 741)
difficult-job-heading: A DIFFICULT JOB. (1116, 1001, 1218, 1013)
chrysolite-item: Lombard Street stock-kings don't hang out on Christmas Eve. (1045, 137, 1270, 147)
missions-heading: MISSIONS AND THEIR RESULTS (1334, 45, 1514, 56)
story-paragraph: Norbury gazes absently at him. (283, 745, 398, 756)
chrysolite-item: Icy pavements show which way the Christmas slippers go. (1045, 201, 1259, 211)
column-4 (782, 45, 1038, 2029)
story-paragraph: "So long." (26, 979, 64, 989)
story-paragraph: "Stay by her while I run for the doctor." It is only in a whisper that Norbury has spoken, but apparently Nina hears, for she opens her eyes and shakes her head slowly in dissent. (788, 45, 1033, 76)
poem-line: Same old rich; (1081, 720, 1135, 730)
verse-line: Never missing as we go, (1069, 486, 1159, 496)
story-paragraph: "Ah! And for how long have I been under your surveillance, Monsieur Faudel?" (17, 543, 263, 563)
chrysolites-byline: By Krys. (1151, 58, 1183, 68)
story-paragraph: "Till to-morrow night—Christmas night," the man sternly and slowly repeats, gazing thoughtfully at the little figure before him. "Remember what I said—the Unity has many eyes—or his fate may overtake you." (17, 715, 263, 756)
verse-line: Pouting lips of pretty Polly, (1069, 496, 1170, 506)
story-paragraph: "Nina!" (283, 674, 312, 685)
story-paragraph: There is a long pause, till Morrison bursts out abruptly with— (540, 563, 767, 573)
story-paragraph: "Take a friend's advice, Nina, and dally no longer," says the man. "You are on intimate terms with this man; you—" (17, 492, 263, 512)
story-paragraph: "You know me?" (540, 644, 603, 654)
article-paragraph: Mr Steuben, who had looked out of the parlour window, replied: (797, 918, 1032, 928)
article-paragraph: "Where?" (797, 624, 833, 634)
article-paragraph: This brought Mrs Steuben to the hall, and as she viewed the surprised face of her husband, she grasped him nervously by the arm and spoke the one word: (788, 512, 1033, 543)
article-paragraph: "Don't be after checking me!" roared Pat, from aloft, "or I'll come down and pulverise ye!" (1045, 1065, 1290, 1086)
poem-line: Pity where (1097, 939, 1137, 949)
story-paragraph: "Whew! There's something warm brewing there, I'll bet," he mutters. "Who would have dreamt my chivalrous dream of rescuing a pretty maiden in distress was going to end like that? Such a refined, pathetic, little face, too. I beg your—Hallo! Morrison, old man!" (17, 806, 263, 857)
indeterminate-heading: INDETERMINATE SENTENCES. (1338, 670, 1510, 682)
story-paragraph: "Poor little Nina! She would never tell me anything of her past life, though we got very chummy. Fallen on bad times, like myself, I believe, and that's what established our comradeship." (274, 715, 519, 745)
verse-line: While we dance beneath the holly, (1085, 476, 1211, 486)
story-paragraph: "Who is this woman?" he asks, in a low voice. "Do you know her?" (274, 644, 519, 664)
poem-line: It is cold, so (1081, 909, 1126, 919)
chrysolite-item: It isn't the longest stocking that catches the most Christmas gifts. (1045, 244, 1282, 254)
missions-body (1302, 58, 1546, 657)
not-the-same-heading: WHERE IT IS NOT THE SAME. (1084, 645, 1250, 657)
chrysolites-heading: CHRISTMAS CHRYSOLITES. (1088, 45, 1246, 56)
indeterminate-body-continued (1558, 45, 1803, 441)
article-paragraph: So the Lindsay family received a very welcome package in the middle of the night before Christmas, and on the morning of the glad holiday, Mrs Steuben was handed a fine bouquet of roses, with Mrs Lindsay's card. (788, 1060, 1033, 1101)
divider (1661, 485, 1700, 486)
story-paragraph: "Ta-ta for the present, then." (26, 969, 130, 979)
article-paragraph: Then they turned to the bundle on the table, at the end nearest the parlour door. Opening the package, tied in a luncheon cloth, they found heavy silver and gold spoons, large and small; a silver bread plate and the sterling silver tops from about a dozen individual salts and peppers. Nearly all the pieces were engraved with the initials "M. A. O." (788, 816, 1033, 877)
story-paragraph: "What is it," she replies. "The past is done with. Listen to me. Berot has watched me here to-night—I saw him through his disguise." (531, 806, 776, 837)
story-paragraph: But he is not shaken off so easily, and when she slackens her steps he adapts his pace to hers in the coolest manner imaginable. Once she comes to a stop so suddenly that, being pressed by the crowd, he cannot help overtaking her, when he takes advantage to whisper something in her ear—some coarse insinuation, doubtless, for she turns her head sharply aside, and Arthur, who has noted it, feels his pulses quickening with anger, and mentally resolves that someone shall spend a bad quarter of an hour presently. (17, 147, 263, 228)
story-paragraph: "Never mind, old chap, money isn't everything. I know that." (283, 472, 506, 482)
article-paragraph: A woman, returned from the funeral of her third husband, seated herself, in the presence of her sympathising neighbours, and said, with the calmness of resignation: (1045, 1186, 1290, 1216)
